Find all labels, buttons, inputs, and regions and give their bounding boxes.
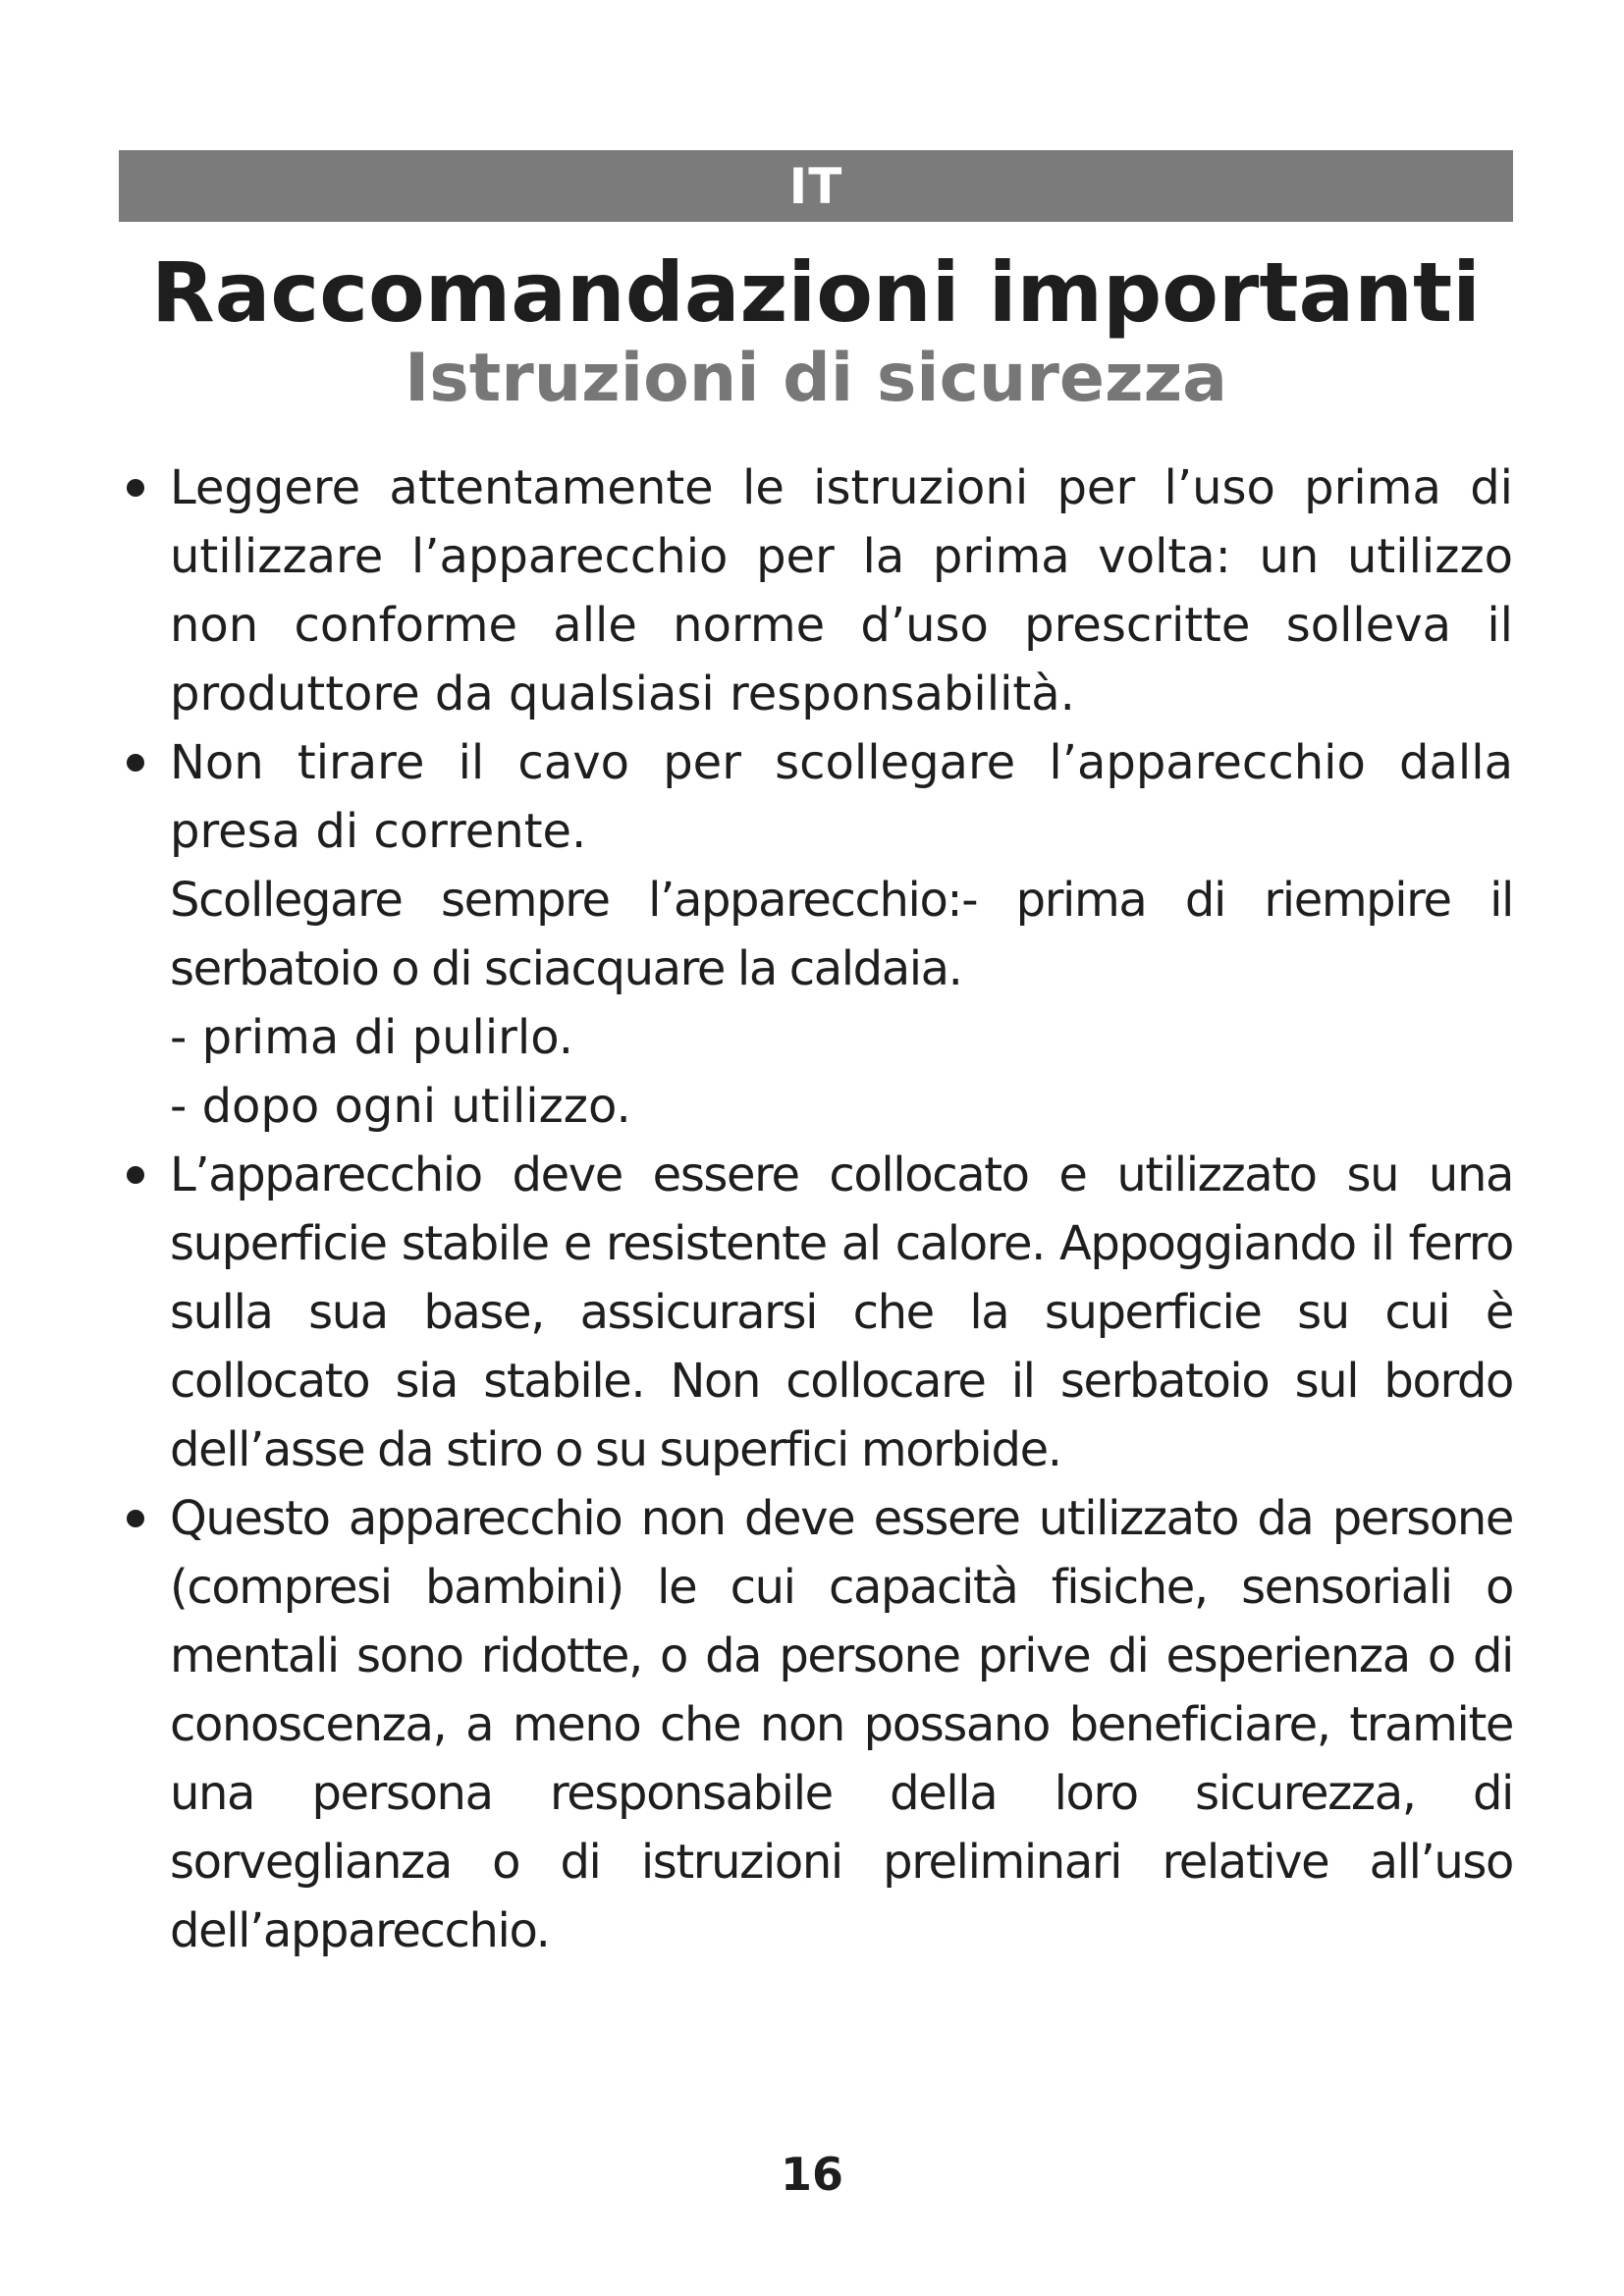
safety-instructions-list: [119, 454, 1513, 1965]
list-subitem: - dopo ogni utilizzo.: [170, 1079, 631, 1134]
list-item: [119, 728, 1513, 1141]
list-item: [119, 1484, 1513, 1965]
list-item-text: Non tirare il cavo per scollegare l’apparecchio dalla presa di corrente.: [170, 735, 1513, 859]
page-title: Raccomandazioni importanti: [151, 244, 1481, 341]
page-number: 16: [780, 2148, 843, 2201]
bullet-icon: [127, 754, 144, 772]
list-item-text: Leggere attentamente le istruzioni per l’uso prima di utilizzare l’apparecchio per la prima volta: un utilizzo non conforme alle norme d’uso prescritte solleva il produttore da qualsiasi responsabilità.: [170, 460, 1513, 721]
bullet-icon: [127, 1510, 144, 1527]
section-subtitle: Istruzioni di sicurezza: [404, 340, 1228, 417]
language-code: IT: [788, 157, 843, 215]
bullet-icon: [127, 479, 144, 497]
list-subitem: - prima di pulirlo.: [170, 1010, 574, 1065]
list-item: [119, 454, 1513, 728]
list-item: [119, 1141, 1513, 1484]
bullet-icon: [127, 1166, 144, 1184]
language-bar: [119, 150, 1513, 222]
list-item-text: Questo apparecchio non deve essere utilizzato da persone (compresi bambini) le cui capacità fisiche, sensoriali o mentali sono ridotte, o da persone prive di esperienza o di conoscenza, a meno che non possano beneficiare, tramite una persona responsabile della loro sicurezza, di sorveglianza o di istruzioni preliminari relative all’uso dell’apparecchio.: [170, 1491, 1513, 1958]
list-item-continuation: Scollegare sempre l’apparecchio:- prima di riempire il serbatoio o di sciacquare la caldaia.: [170, 873, 1513, 996]
list-item-text: L’apparecchio deve essere collocato e utilizzato su una superficie stabile e resistente al calore. Appoggiando il ferro sulla sua base, assicurarsi che la superficie su cui è collocato sia stabile. Non collocare il serbatoio sul bordo dell’asse da stiro o su superfici morbide.: [170, 1148, 1513, 1477]
